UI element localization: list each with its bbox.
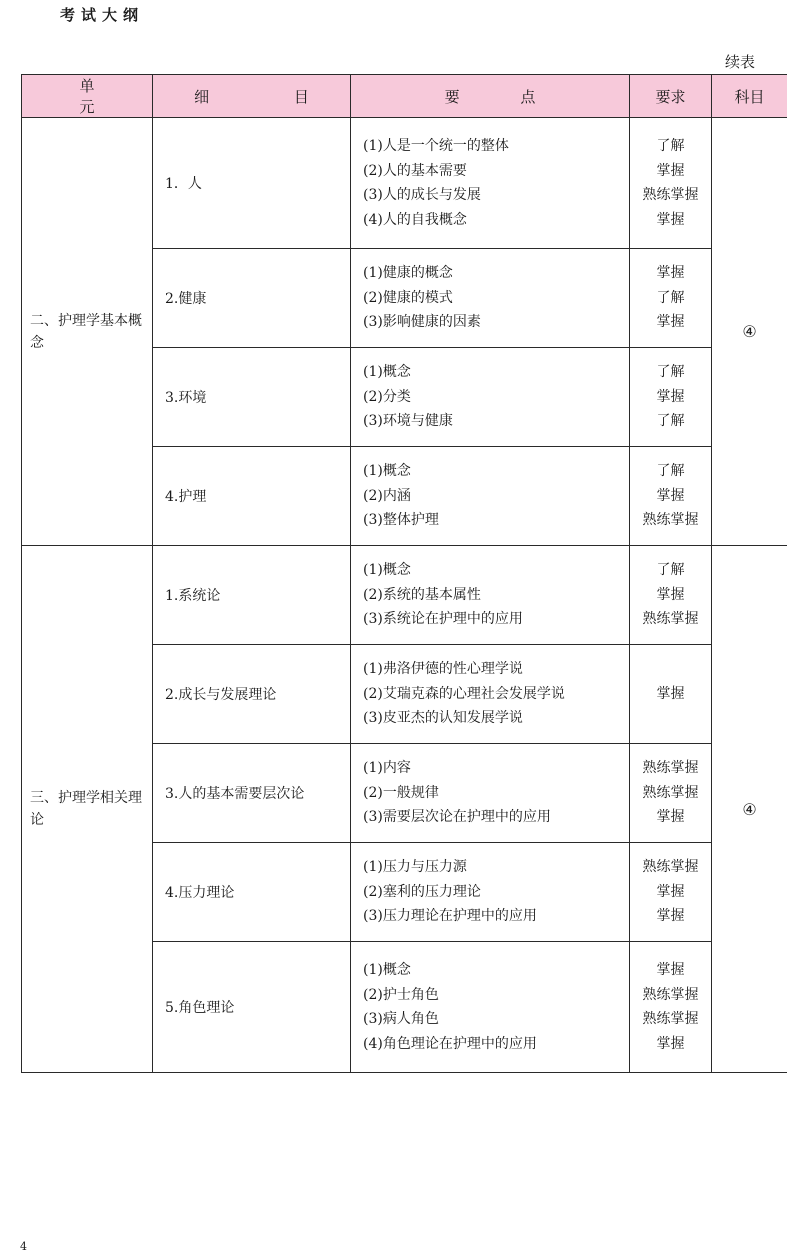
column-header-unit: 单 元 (22, 75, 153, 118)
point-line: (2)系统的基本属性 (363, 586, 481, 603)
requirement-line: 熟练掌握 (642, 1011, 699, 1027)
column-header-item: 细 目 (153, 75, 351, 118)
requirement-line: 掌握 (656, 685, 685, 702)
point-line: (1)概念 (363, 962, 411, 978)
point-line: (4)角色理论在护理中的应用 (363, 1035, 537, 1052)
point-line: (2)塞利的压力理论 (363, 883, 481, 900)
points-cell (351, 447, 630, 546)
points-cell (351, 942, 630, 1073)
requirement-line: 熟练掌握 (642, 760, 699, 777)
requirement-line: 了解 (656, 138, 685, 154)
points-cell (351, 118, 630, 249)
item-name-cell: 2.健康 (153, 249, 351, 348)
requirement-line: 掌握 (656, 211, 685, 228)
point-line: (1)压力与压力源 (363, 859, 467, 876)
item-name-cell: 2.成长与发展理论 (153, 645, 351, 744)
requirement-line: 了解 (656, 413, 685, 430)
item-name-cell: 4.护理 (153, 447, 351, 546)
points-cell (351, 744, 630, 843)
point-line: (1)内容 (363, 760, 411, 777)
page-header-title: 考试大纲 (60, 6, 145, 24)
requirement-line: 熟练掌握 (642, 512, 699, 529)
requirement-line: 掌握 (656, 1035, 685, 1052)
table-row (22, 546, 787, 645)
page-number: 4 (20, 1240, 27, 1253)
point-line: (2)艾瑞克森的心理社会发展学说 (363, 685, 565, 702)
syllabus-table (21, 74, 787, 1073)
requirement-line: 熟练掌握 (642, 611, 699, 628)
requirement-cell (630, 942, 712, 1073)
requirement-line: 掌握 (656, 883, 685, 900)
requirement-line: 了解 (656, 364, 685, 381)
requirement-line: 掌握 (656, 265, 685, 282)
unit-name-cell: 三、护理学相关理论 (22, 546, 153, 1073)
subject-cell: ④ (712, 118, 787, 546)
points-cell (351, 249, 630, 348)
column-header-requirement: 要求 (630, 75, 712, 118)
requirement-line: 熟练掌握 (642, 187, 699, 203)
points-cell (351, 348, 630, 447)
requirement-line: 掌握 (656, 314, 685, 331)
item-name-cell: 3.环境 (153, 348, 351, 447)
requirement-line: 掌握 (656, 388, 685, 405)
unit-name-cell: 二、护理学基本概念 (22, 118, 153, 546)
requirement-cell (630, 118, 712, 249)
point-line: (1)健康的概念 (363, 265, 453, 282)
requirement-line: 熟练掌握 (642, 859, 699, 876)
point-line: (1)概念 (363, 463, 411, 480)
point-line: (1)概念 (363, 562, 411, 579)
point-line: (2)分类 (363, 388, 411, 405)
point-line: (3)病人角色 (363, 1011, 439, 1027)
requirement-cell (630, 645, 712, 744)
column-header-points: 要 点 (351, 75, 630, 118)
requirement-cell (630, 546, 712, 645)
point-line: (3)环境与健康 (363, 413, 453, 430)
requirement-cell (630, 348, 712, 447)
table-row (22, 118, 787, 249)
column-header-subject: 科目 (712, 75, 787, 118)
point-line: (3)系统论在护理中的应用 (363, 611, 523, 628)
point-line: (4)人的自我概念 (363, 211, 467, 228)
continued-label: 续表 (724, 53, 755, 71)
item-name-cell: 3.人的基本需要层次论 (153, 744, 351, 843)
points-cell (351, 645, 630, 744)
points-cell (351, 843, 630, 942)
point-line: (3)影响健康的因素 (363, 314, 481, 331)
requirement-line: 掌握 (656, 586, 685, 603)
point-line: (1)概念 (363, 364, 411, 381)
point-line: (1)人是一个统一的整体 (363, 138, 509, 154)
point-line: (2)一般规律 (363, 784, 439, 801)
item-name-cell: 1.系统论 (153, 546, 351, 645)
requirement-cell (630, 744, 712, 843)
point-line: (3)整体护理 (363, 512, 439, 529)
requirement-line: 掌握 (656, 487, 685, 504)
requirement-line: 掌握 (656, 962, 685, 978)
requirement-line: 了解 (656, 463, 685, 480)
requirement-line: 熟练掌握 (642, 986, 699, 1003)
point-line: (3)压力理论在护理中的应用 (363, 908, 537, 925)
requirement-cell (630, 249, 712, 348)
requirement-line: 掌握 (656, 809, 685, 826)
requirement-line: 了解 (656, 289, 685, 306)
point-line: (2)内涵 (363, 487, 411, 504)
requirement-cell (630, 843, 712, 942)
table-header-row (22, 75, 787, 118)
item-name-cell: 1．人 (153, 118, 351, 249)
subject-cell: ④ (712, 546, 787, 1073)
points-cell (351, 546, 630, 645)
requirement-line: 掌握 (656, 908, 685, 925)
point-line: (1)弗洛伊德的性心理学说 (363, 661, 523, 678)
requirement-line: 了解 (656, 562, 685, 579)
requirement-cell (630, 447, 712, 546)
point-line: (2)人的基本需要 (363, 162, 467, 179)
point-line: (2)健康的模式 (363, 289, 453, 306)
requirement-line: 掌握 (656, 162, 685, 179)
point-line: (3)人的成长与发展 (363, 187, 481, 203)
point-line: (2)护士角色 (363, 986, 439, 1003)
point-line: (3)需要层次论在护理中的应用 (363, 809, 551, 826)
requirement-line: 熟练掌握 (642, 784, 699, 801)
item-name-cell: 4.压力理论 (153, 843, 351, 942)
table-body (22, 118, 787, 1073)
point-line: (3)皮亚杰的认知发展学说 (363, 710, 523, 727)
item-name-cell: 5.角色理论 (153, 942, 351, 1073)
